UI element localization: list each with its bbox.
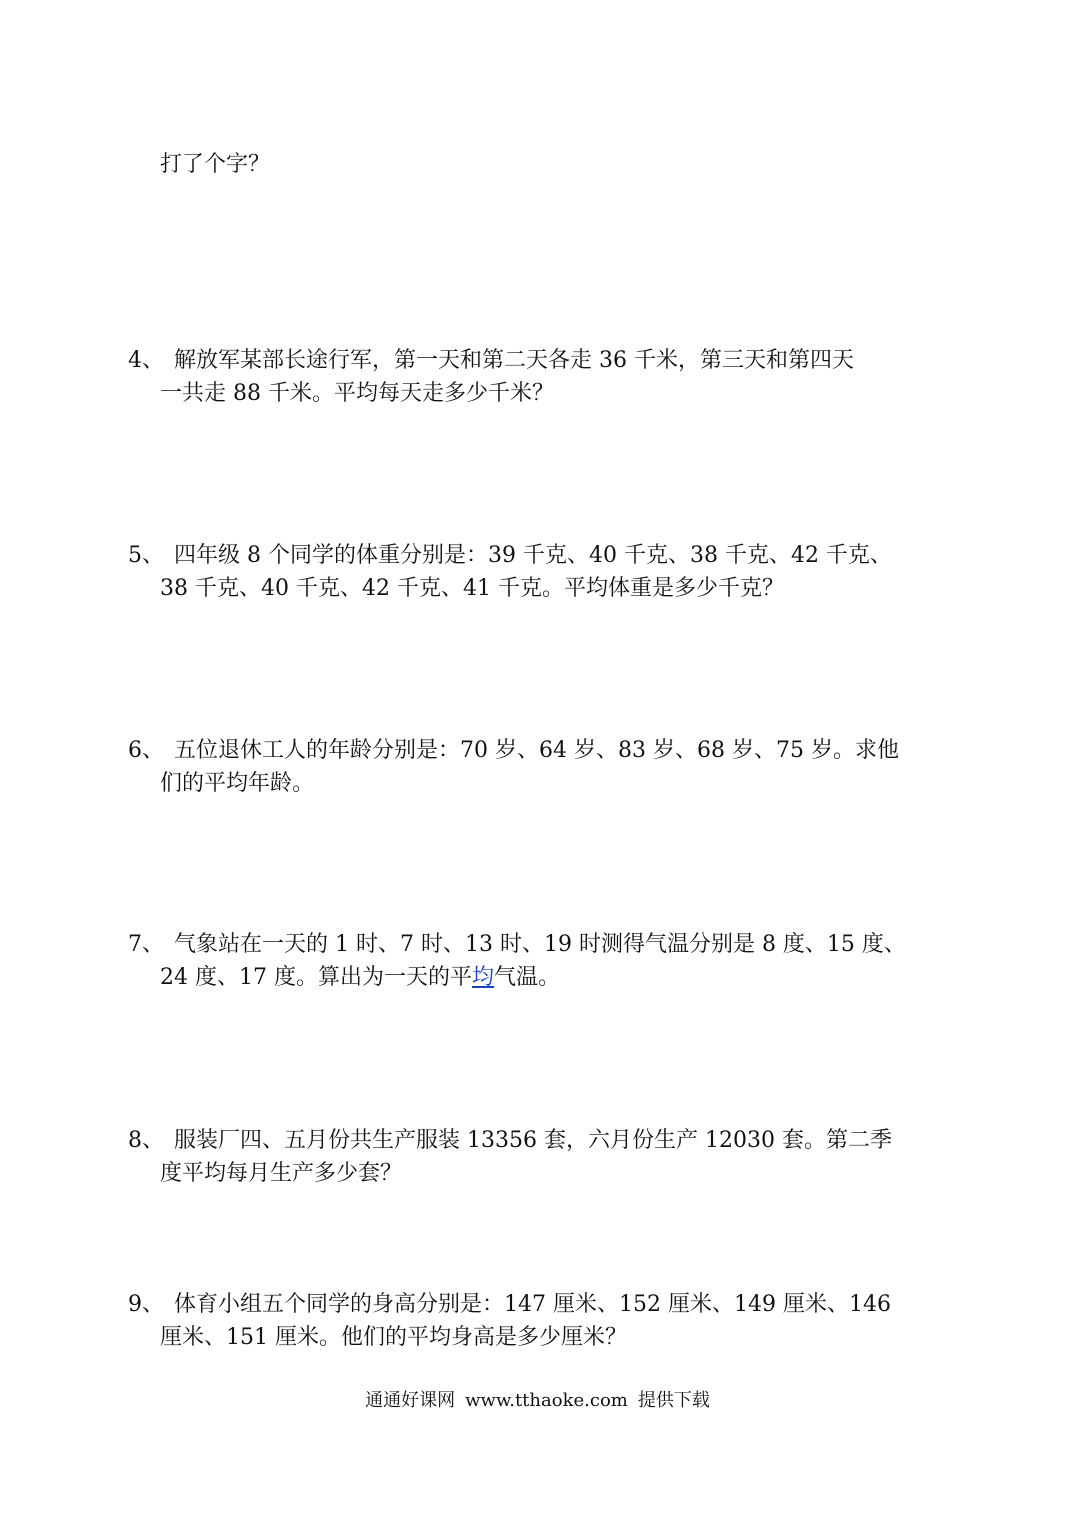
fragment-text: 打了个字？ xyxy=(160,152,271,177)
footer-suffix: 提供下载 xyxy=(637,1390,710,1411)
keyword-link[interactable]: 均 xyxy=(471,965,494,990)
question-number: 9、 xyxy=(128,1292,164,1317)
question-line: 体育小组五个同学的身高分别是：147 厘米、152 厘米、149 厘米、146 xyxy=(174,1292,891,1317)
question-line xyxy=(160,963,560,993)
footer-url-link[interactable]: www.tthaoke.com xyxy=(465,1390,628,1411)
question-line: 服装厂四、五月份共生产服装 13356 套，六月份生产 12030 套。第二季 xyxy=(174,1128,892,1153)
page-footer xyxy=(0,1389,1075,1413)
question-line: 四年级 8 个同学的体重分别是：39 千克、40 千克、38 千克、42 千克、 xyxy=(174,543,892,568)
question-number: 4、 xyxy=(128,348,164,373)
question-line: 气象站在一天的 1 时、7 时、13 时、19 时测得气温分别是 8 度、15 度、 xyxy=(174,932,906,957)
question-line-text: 24 度、17 度。算出为一天的平 xyxy=(160,965,472,990)
question-line: 厘米、151 厘米。他们的平均身高是多少厘米？ xyxy=(160,1325,627,1350)
footer-site-name: 通通好课网 xyxy=(365,1390,456,1411)
question-line: 解放军某部长途行军，第一天和第二天各走 36 千米，第三天和第四天 xyxy=(174,348,854,373)
question-line-text: 气温。 xyxy=(494,965,561,990)
question-number: 6、 xyxy=(128,738,164,763)
question-line: 五位退休工人的年龄分别是：70 岁、64 岁、83 岁、68 岁、75 岁。求他 xyxy=(174,738,899,763)
question-number: 5、 xyxy=(128,543,164,568)
question-number: 8、 xyxy=(128,1128,164,1153)
question-line: 度平均每月生产多少套？ xyxy=(160,1161,403,1186)
question-line: 们的平均年龄。 xyxy=(160,771,315,796)
question-line: 一共走 88 千米。平均每天走多少千米？ xyxy=(160,381,554,406)
question-line: 38 千克、40 千克、42 千克、41 千克。平均体重是多少千克？ xyxy=(160,576,784,601)
question-number: 7、 xyxy=(128,932,164,957)
